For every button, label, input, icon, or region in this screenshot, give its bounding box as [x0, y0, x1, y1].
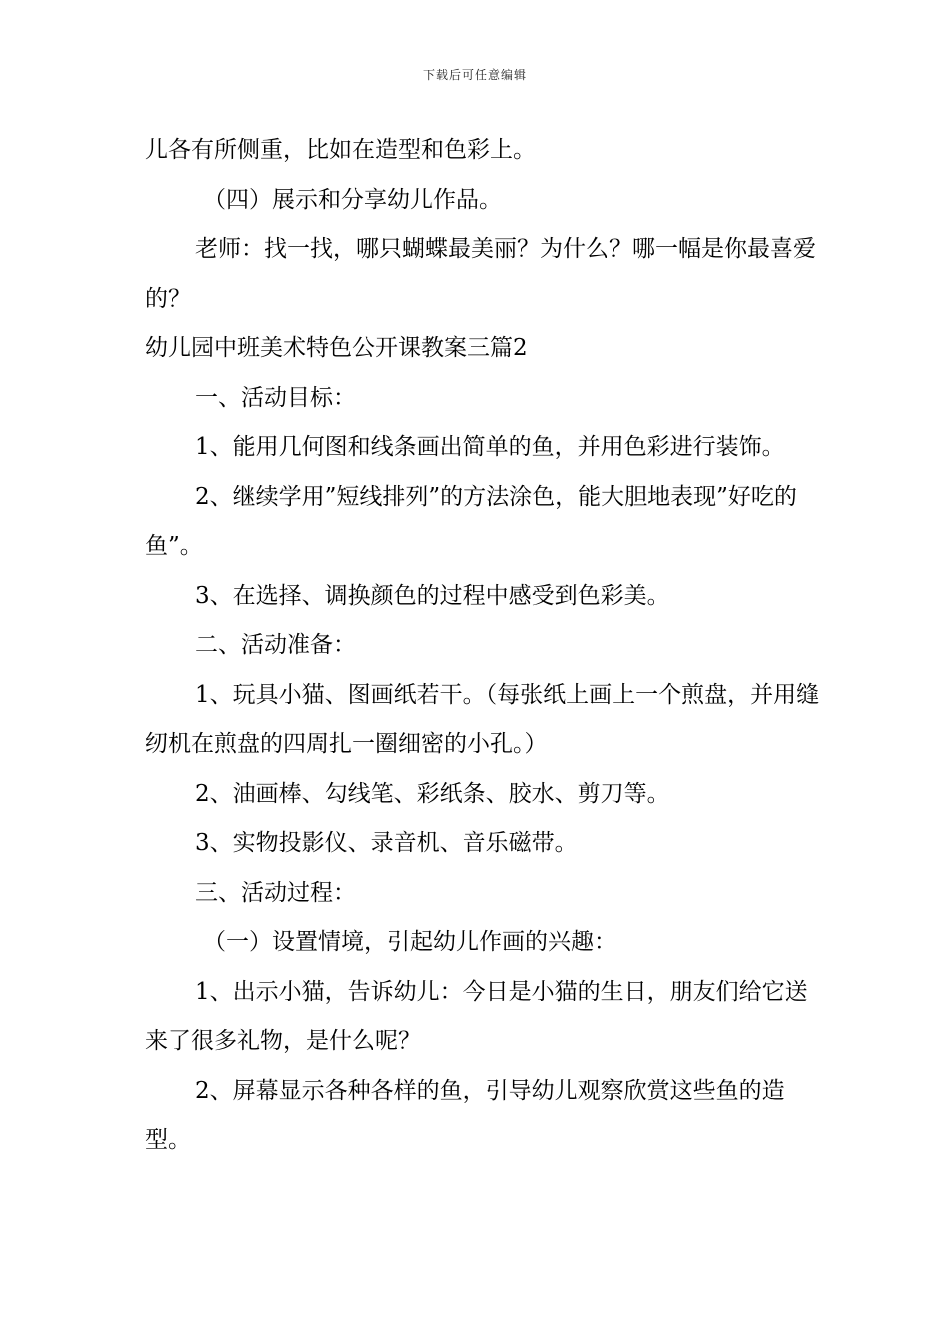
paragraph: 3、实物投影仪、录音机、音乐磁带。 [195, 830, 578, 856]
document-body [145, 126, 825, 1166]
paragraph: 2、继续学用”短线排列”的方法涂色，能大胆地表现”好吃的鱼”。 [145, 483, 797, 559]
paragraph: （一）设置情境，引起幼儿作画的兴趣： [203, 929, 617, 955]
paragraph: 老师：找一找，哪只蝴蝶最美丽？为什么？哪一幅是你最喜爱的？ [145, 236, 816, 312]
paragraph: 三、活动过程： [195, 879, 356, 906]
paragraph: 3、在选择、调换颜色的过程中感受到色彩美。 [195, 582, 670, 609]
paragraph: 儿各有所侧重，比如在造型和色彩上。 [145, 137, 536, 163]
paragraph: （四）展示和分享幼儿作品。 [203, 186, 502, 213]
paragraph: 2、油画棒、勾线笔、彩纸条、胶水、剪刀等。 [195, 780, 670, 807]
paragraph: 1、玩具小猫、图画纸若干。（每张纸上画上一个煎盘，并用缝纫机在煎盘的四周扎一圈细密的小孔。） [145, 681, 820, 757]
paragraph: 一、活动目标： [195, 384, 356, 411]
paragraph: 二、活动准备： [195, 632, 356, 658]
paragraph: 2、屏幕显示各种各样的鱼，引导幼儿观察欣赏这些鱼的造型。 [145, 1077, 785, 1153]
section-heading: 幼儿园中班美术特色公开课教案三篇2 [145, 335, 528, 361]
paragraph: 1、出示小猫，告诉幼儿：今日是小猫的生日，朋友们给它送来了很多礼物，是什么呢？ [145, 978, 808, 1054]
page-header: 下载后可任意编辑 [422, 68, 527, 82]
paragraph: 1、能用几何图和线条画出简单的鱼，并用色彩进行装饰。 [195, 434, 785, 460]
